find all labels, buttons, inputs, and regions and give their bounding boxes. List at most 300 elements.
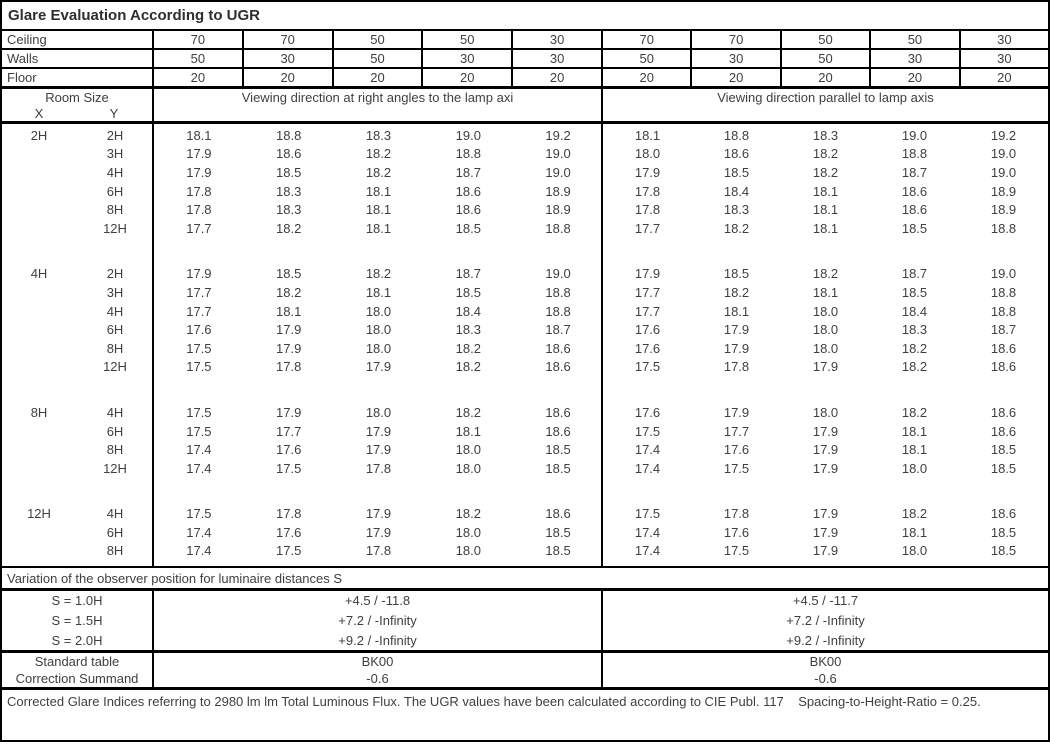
- surface-value: 20: [603, 69, 692, 86]
- ugr-value: 19.0: [545, 266, 571, 282]
- x-value: 8H: [30, 404, 48, 420]
- ugr-value: 18.3: [276, 202, 302, 218]
- ugr-value: 17.9: [186, 146, 212, 162]
- variation-value-right: +7.2 / -Infinity: [786, 612, 865, 628]
- ugr-value: 18.1: [901, 524, 928, 540]
- ugr-row: [2, 440, 1048, 459]
- variation-value-left: +4.5 / -11.8: [154, 591, 603, 611]
- ugr-value: 18.8: [545, 220, 571, 236]
- ugr-value: 18.6: [990, 359, 1017, 375]
- ugr-row: [2, 265, 1048, 284]
- ugr-value: 18.0: [365, 303, 392, 319]
- ugr-right-half: [603, 184, 1048, 199]
- ugr-value: 18.9: [545, 183, 571, 199]
- ugr-value: 18.8: [990, 303, 1017, 319]
- ugr-value: 18.1: [365, 220, 392, 236]
- surface-value: 30: [423, 50, 513, 67]
- ugr-value: 17.4: [634, 524, 661, 540]
- ugr-value: 17.4: [634, 442, 661, 458]
- footer-note: Corrected Glare Indices referring to 2980 lm lm Total Luminous Flux. The UGR values have been calculated according to CIE Publ. 117 Spacing-to-Height-Ratio = 0.25.: [7, 693, 981, 709]
- ugr-value: 18.0: [812, 303, 839, 319]
- ugr-value: 17.8: [365, 543, 392, 559]
- ugr-value: 19.0: [455, 127, 481, 143]
- ugr-value: 17.8: [186, 183, 212, 199]
- y-value: 3H: [106, 146, 124, 162]
- ugr-left-half: [154, 525, 603, 540]
- ugr-value: 17.8: [634, 183, 661, 199]
- ugr-value: 17.6: [276, 524, 302, 540]
- surface-value: 50: [603, 50, 692, 67]
- variation-heading: Variation of the observer position for luminaire distances S: [2, 568, 1048, 591]
- ugr-value: 18.3: [276, 183, 302, 199]
- ugr-value: 18.0: [365, 340, 392, 356]
- ugr-right-half: [603, 525, 1048, 540]
- ugr-value: 17.4: [186, 442, 212, 458]
- surface-left-half: [154, 50, 603, 67]
- ugr-row: [2, 200, 1048, 219]
- ugr-value: 17.8: [276, 359, 302, 375]
- ugr-value: 17.8: [365, 460, 392, 476]
- ugr-value: 17.9: [186, 164, 212, 180]
- ugr-right-half: [603, 322, 1048, 337]
- ugr-data-section: [2, 124, 1048, 568]
- ugr-right-half: [603, 285, 1048, 300]
- ugr-value: 18.6: [901, 202, 928, 218]
- table-header-row: [2, 89, 1048, 124]
- ugr-left-half: [154, 304, 603, 319]
- ugr-value: 19.2: [545, 127, 571, 143]
- ugr-value: 17.9: [186, 266, 212, 282]
- ugr-value: 18.1: [276, 303, 302, 319]
- surface-value: 20: [871, 69, 960, 86]
- ugr-value: 17.9: [634, 164, 661, 180]
- x-axis-label: X: [34, 106, 44, 121]
- ugr-row: [2, 145, 1048, 164]
- surface-value: 70: [692, 31, 781, 48]
- ugr-right-half: [603, 506, 1048, 521]
- ugr-row: [2, 219, 1048, 238]
- surface-right-half: [603, 50, 1048, 67]
- ugr-value: 17.4: [186, 543, 212, 559]
- ugr-value: 17.9: [812, 524, 839, 540]
- ugr-right-half: [603, 165, 1048, 180]
- ugr-row: [2, 182, 1048, 201]
- ugr-right-half: [603, 442, 1048, 457]
- ugr-value: 18.6: [545, 404, 571, 420]
- surface-value: 50: [334, 31, 424, 48]
- ugr-value: 18.6: [455, 183, 481, 199]
- ugr-value: 18.3: [901, 322, 928, 338]
- ugr-value: 17.9: [365, 524, 392, 540]
- ugr-value: 18.7: [990, 322, 1017, 338]
- room-size-header-cell: [2, 89, 154, 121]
- ugr-row: [2, 542, 1048, 561]
- ugr-right-half: [603, 146, 1048, 161]
- ugr-value: 18.6: [276, 146, 302, 162]
- ugr-value: 17.7: [634, 303, 661, 319]
- ugr-row: [2, 163, 1048, 182]
- ugr-value: 18.5: [723, 266, 750, 282]
- surface-row: [2, 31, 1048, 50]
- surface-left-half: [154, 31, 603, 48]
- ugr-left-half: [154, 165, 603, 180]
- ugr-value: 18.8: [990, 284, 1017, 300]
- y-value: 8H: [106, 442, 124, 458]
- ugr-value: 18.3: [365, 127, 392, 143]
- ugr-value: 18.7: [901, 164, 928, 180]
- ugr-left-half: [154, 506, 603, 521]
- ugr-value: 18.6: [545, 423, 571, 439]
- variation-value-right: +4.5 / -11.7: [792, 593, 859, 609]
- y-value: 8H: [106, 543, 124, 559]
- ugr-value: 17.8: [723, 359, 750, 375]
- ugr-value: 18.8: [545, 303, 571, 319]
- variation-label: S = 1.5H: [2, 611, 154, 631]
- ugr-row: [2, 320, 1048, 339]
- surface-row: [2, 50, 1048, 69]
- y-value: 12H: [103, 220, 127, 236]
- surface-value: 30: [997, 32, 1012, 47]
- surface-value: 20: [334, 69, 424, 86]
- ugr-value: 18.1: [723, 303, 750, 319]
- ugr-right-half: [603, 461, 1048, 476]
- ugr-value: 18.0: [812, 340, 839, 356]
- y-value: 6H: [106, 423, 124, 439]
- ugr-value: 17.8: [186, 202, 212, 218]
- ugr-value: 19.2: [990, 127, 1017, 143]
- ugr-value: 18.0: [812, 404, 839, 420]
- ugr-value: 19.0: [990, 266, 1017, 282]
- summary-row: [2, 670, 1048, 687]
- variation-value-left: +7.2 / -Infinity: [154, 611, 603, 631]
- ugr-value: 18.2: [901, 340, 928, 356]
- y-value: 8H: [106, 202, 124, 218]
- surface-value: 50: [154, 50, 244, 67]
- ugr-value: 18.1: [634, 127, 661, 143]
- title-row: [2, 2, 1048, 31]
- ugr-value: 18.2: [455, 506, 481, 522]
- surface-row: [2, 69, 1048, 89]
- right-half-heading: Viewing direction parallel to lamp axis: [717, 90, 934, 105]
- y-value: 12H: [103, 359, 127, 375]
- ugr-value: 18.0: [455, 460, 481, 476]
- ugr-value: 17.5: [723, 543, 750, 559]
- ugr-value: 17.9: [723, 404, 750, 420]
- ugr-value: 18.1: [365, 202, 392, 218]
- ugr-block: [2, 265, 1048, 377]
- surface-value: 50: [423, 31, 513, 48]
- ugr-value: 18.0: [901, 543, 928, 559]
- ugr-left-half: [154, 543, 603, 558]
- ugr-value: 17.4: [634, 543, 661, 559]
- y-value: 4H: [106, 506, 124, 522]
- ugr-left-half: [154, 424, 603, 439]
- ugr-value: 18.6: [990, 423, 1017, 439]
- variation-value-right: +9.2 / -Infinity: [786, 632, 865, 648]
- surface-value: 50: [334, 50, 424, 67]
- ugr-value: 17.6: [634, 404, 661, 420]
- y-value: 6H: [106, 524, 124, 540]
- ugr-value: 17.7: [723, 423, 750, 439]
- ugr-value: 18.2: [455, 404, 481, 420]
- ugr-value: 17.9: [812, 543, 839, 559]
- surface-value: 20: [782, 69, 871, 86]
- ugr-value: 17.9: [365, 506, 392, 522]
- ugr-value: 17.5: [634, 506, 661, 522]
- ugr-row: [2, 358, 1048, 377]
- ugr-value: 18.2: [276, 220, 302, 236]
- ugr-value: 18.0: [365, 322, 392, 338]
- ugr-value: 17.4: [186, 524, 212, 540]
- ugr-value: 17.9: [276, 404, 302, 420]
- ugr-value: 18.7: [455, 266, 481, 282]
- variation-rows: [2, 591, 1048, 653]
- ugr-value: 18.7: [901, 266, 928, 282]
- ugr-value: 18.1: [812, 183, 839, 199]
- ugr-value: 18.9: [990, 202, 1017, 218]
- ugr-right-half: [603, 128, 1048, 143]
- surface-label: Walls: [2, 50, 154, 67]
- ugr-right-half: [603, 341, 1048, 356]
- ugr-left-half: [154, 128, 603, 143]
- left-half-heading: Viewing direction at right angles to the lamp axi: [154, 89, 603, 121]
- y-value: 8H: [106, 340, 124, 356]
- ugr-value: 17.5: [634, 359, 661, 375]
- ugr-value: 17.5: [634, 423, 661, 439]
- ugr-value: 18.6: [990, 506, 1017, 522]
- ugr-row: [2, 523, 1048, 542]
- ugr-value: 18.2: [365, 146, 392, 162]
- ugr-value: 18.2: [901, 506, 928, 522]
- ugr-value: 18.7: [455, 164, 481, 180]
- ugr-value: 17.6: [723, 524, 750, 540]
- surface-value: 30: [549, 32, 565, 47]
- ugr-value: 17.6: [723, 442, 750, 458]
- ugr-value: 18.7: [545, 322, 571, 338]
- surface-value: 20: [423, 69, 513, 86]
- surface-value: 30: [997, 51, 1012, 66]
- ugr-value: 18.5: [545, 460, 571, 476]
- ugr-row: [2, 126, 1048, 145]
- ugr-value: 17.4: [186, 460, 212, 476]
- room-size-label: Room Size: [45, 90, 109, 105]
- ugr-value: 18.6: [545, 359, 571, 375]
- ugr-right-half: [603, 543, 1048, 558]
- ugr-right-half: [603, 221, 1048, 236]
- ugr-value: 18.1: [365, 284, 392, 300]
- ugr-row: [2, 422, 1048, 441]
- ugr-value: 17.5: [276, 460, 302, 476]
- surface-right-half: [603, 31, 1048, 48]
- ugr-row: [2, 459, 1048, 478]
- ugr-value: 17.6: [634, 340, 661, 356]
- ugr-value: 17.9: [812, 460, 839, 476]
- ugr-value: 18.0: [812, 322, 839, 338]
- ugr-value: 17.5: [186, 404, 212, 420]
- summary-label: Correction Summand: [2, 670, 154, 687]
- ugr-right-half: [603, 202, 1048, 217]
- y-value: 3H: [106, 284, 124, 300]
- ugr-block: [2, 505, 1048, 561]
- variation-label: S = 2.0H: [2, 630, 154, 650]
- ugr-value: 18.1: [901, 442, 928, 458]
- ugr-value: 17.5: [186, 340, 212, 356]
- ugr-value: 17.4: [634, 460, 661, 476]
- ugr-value: 17.9: [723, 340, 750, 356]
- ugr-value: 18.0: [365, 404, 392, 420]
- surface-value: 50: [871, 31, 960, 48]
- page-title: Glare Evaluation According to UGR: [8, 7, 260, 24]
- ugr-value: 17.5: [723, 460, 750, 476]
- surface-right-half: [603, 69, 1048, 86]
- variation-row: [2, 611, 1048, 631]
- ugr-right-half: [603, 405, 1048, 420]
- ugr-right-half: [603, 424, 1048, 439]
- ugr-value: 18.1: [812, 202, 839, 218]
- summary-value-right: -0.6: [814, 670, 837, 686]
- variation-label: S = 1.0H: [2, 591, 154, 611]
- ugr-value: 18.3: [723, 202, 750, 218]
- ugr-left-half: [154, 322, 603, 337]
- ugr-value: 17.8: [276, 506, 302, 522]
- surface-label: Ceiling: [2, 31, 154, 48]
- ugr-value: 19.0: [545, 164, 571, 180]
- ugr-value: 17.7: [186, 303, 212, 319]
- ugr-value: 18.8: [901, 146, 928, 162]
- ugr-left-half: [154, 184, 603, 199]
- surface-value: 20: [549, 70, 565, 85]
- surface-value: 20: [997, 70, 1012, 85]
- ugr-value: 18.5: [990, 524, 1017, 540]
- ugr-value: 18.8: [455, 146, 481, 162]
- ugr-value: 18.5: [276, 164, 302, 180]
- summary-value-left: BK00: [154, 653, 603, 670]
- ugr-value: 19.0: [901, 127, 928, 143]
- ugr-left-half: [154, 202, 603, 217]
- y-value: 6H: [106, 322, 124, 338]
- ugr-row: [2, 339, 1048, 358]
- surface-value: 20: [154, 69, 244, 86]
- ugr-value: 18.0: [455, 543, 481, 559]
- ugr-value: 18.2: [455, 359, 481, 375]
- ugr-value: 17.9: [365, 423, 392, 439]
- summary-row: [2, 653, 1048, 670]
- variation-row: [2, 591, 1048, 611]
- ugr-value: 18.5: [990, 460, 1017, 476]
- ugr-value: 17.9: [812, 506, 839, 522]
- ugr-row: [2, 403, 1048, 422]
- ugr-value: 18.1: [365, 183, 392, 199]
- ugr-right-half: [603, 266, 1048, 281]
- y-value: 6H: [106, 183, 124, 199]
- ugr-value: 17.5: [186, 359, 212, 375]
- ugr-value: 18.1: [901, 423, 928, 439]
- summary-value-right: BK00: [809, 653, 842, 669]
- ugr-value: 17.9: [276, 340, 302, 356]
- x-value: 12H: [27, 506, 51, 522]
- y-axis-label: Y: [109, 106, 119, 121]
- ugr-value: 18.5: [723, 164, 750, 180]
- summary-rows: [2, 653, 1048, 690]
- surface-value: 70: [603, 31, 692, 48]
- ugr-value: 17.9: [812, 359, 839, 375]
- ugr-value: 18.3: [455, 322, 481, 338]
- surface-label: Floor: [2, 69, 154, 86]
- ugr-value: 18.4: [723, 183, 750, 199]
- ugr-left-half: [154, 221, 603, 236]
- ugr-value: 18.2: [455, 340, 481, 356]
- x-value: 2H: [30, 127, 48, 143]
- ugr-value: 17.9: [634, 266, 661, 282]
- ugr-value: 18.8: [276, 127, 302, 143]
- ugr-value: 18.4: [455, 303, 481, 319]
- ugr-value: 18.3: [812, 127, 839, 143]
- ugr-value: 17.7: [634, 220, 661, 236]
- ugr-value: 18.5: [276, 266, 302, 282]
- ugr-value: 17.9: [365, 442, 392, 458]
- ugr-value: 17.9: [365, 359, 392, 375]
- ugr-value: 18.2: [723, 220, 750, 236]
- ugr-value: 17.9: [812, 442, 839, 458]
- surface-value: 30: [549, 51, 565, 66]
- surface-value: 50: [782, 50, 871, 67]
- ugr-value: 17.9: [812, 423, 839, 439]
- ugr-value: 19.0: [990, 164, 1017, 180]
- ugr-value: 18.9: [545, 202, 571, 218]
- ugr-value: 18.8: [723, 127, 750, 143]
- surface-value: 50: [782, 31, 871, 48]
- ugr-value: 18.6: [990, 340, 1017, 356]
- ugr-value: 17.5: [276, 543, 302, 559]
- summary-value-left: -0.6: [154, 670, 603, 687]
- y-value: 4H: [106, 404, 124, 420]
- ugr-value: 17.5: [186, 423, 212, 439]
- surface-value: 20: [692, 69, 781, 86]
- ugr-value: 18.2: [901, 404, 928, 420]
- ugr-value: 19.0: [990, 146, 1017, 162]
- ugr-value: 18.0: [634, 146, 661, 162]
- ugr-left-half: [154, 285, 603, 300]
- ugr-left-half: [154, 341, 603, 356]
- ugr-value: 17.6: [634, 322, 661, 338]
- ugr-value: 18.2: [276, 284, 302, 300]
- ugr-value: 18.2: [812, 266, 839, 282]
- ugr-right-half: [603, 304, 1048, 319]
- ugr-value: 18.5: [990, 442, 1017, 458]
- ugr-value: 17.9: [723, 322, 750, 338]
- ugr-value: 18.8: [545, 284, 571, 300]
- ugr-value: 18.2: [723, 284, 750, 300]
- ugr-value: 18.5: [545, 543, 571, 559]
- ugr-data-rows: [2, 126, 1048, 560]
- surface-value: 20: [244, 69, 334, 86]
- ugr-value: 18.2: [365, 266, 392, 282]
- ugr-left-half: [154, 461, 603, 476]
- surface-value: 30: [871, 50, 960, 67]
- ugr-row: [2, 302, 1048, 321]
- ugr-value: 18.5: [901, 220, 928, 236]
- ugr-value: 17.7: [186, 284, 212, 300]
- ugr-row: [2, 283, 1048, 302]
- ugr-value: 18.1: [812, 284, 839, 300]
- ugr-value: 18.6: [990, 404, 1017, 420]
- ugr-value: 17.8: [723, 506, 750, 522]
- ugr-row: [2, 505, 1048, 524]
- xy-header-row: [2, 106, 152, 122]
- ugr-value: 18.6: [545, 506, 571, 522]
- ugr-value: 17.7: [634, 284, 661, 300]
- y-value: 2H: [106, 127, 124, 143]
